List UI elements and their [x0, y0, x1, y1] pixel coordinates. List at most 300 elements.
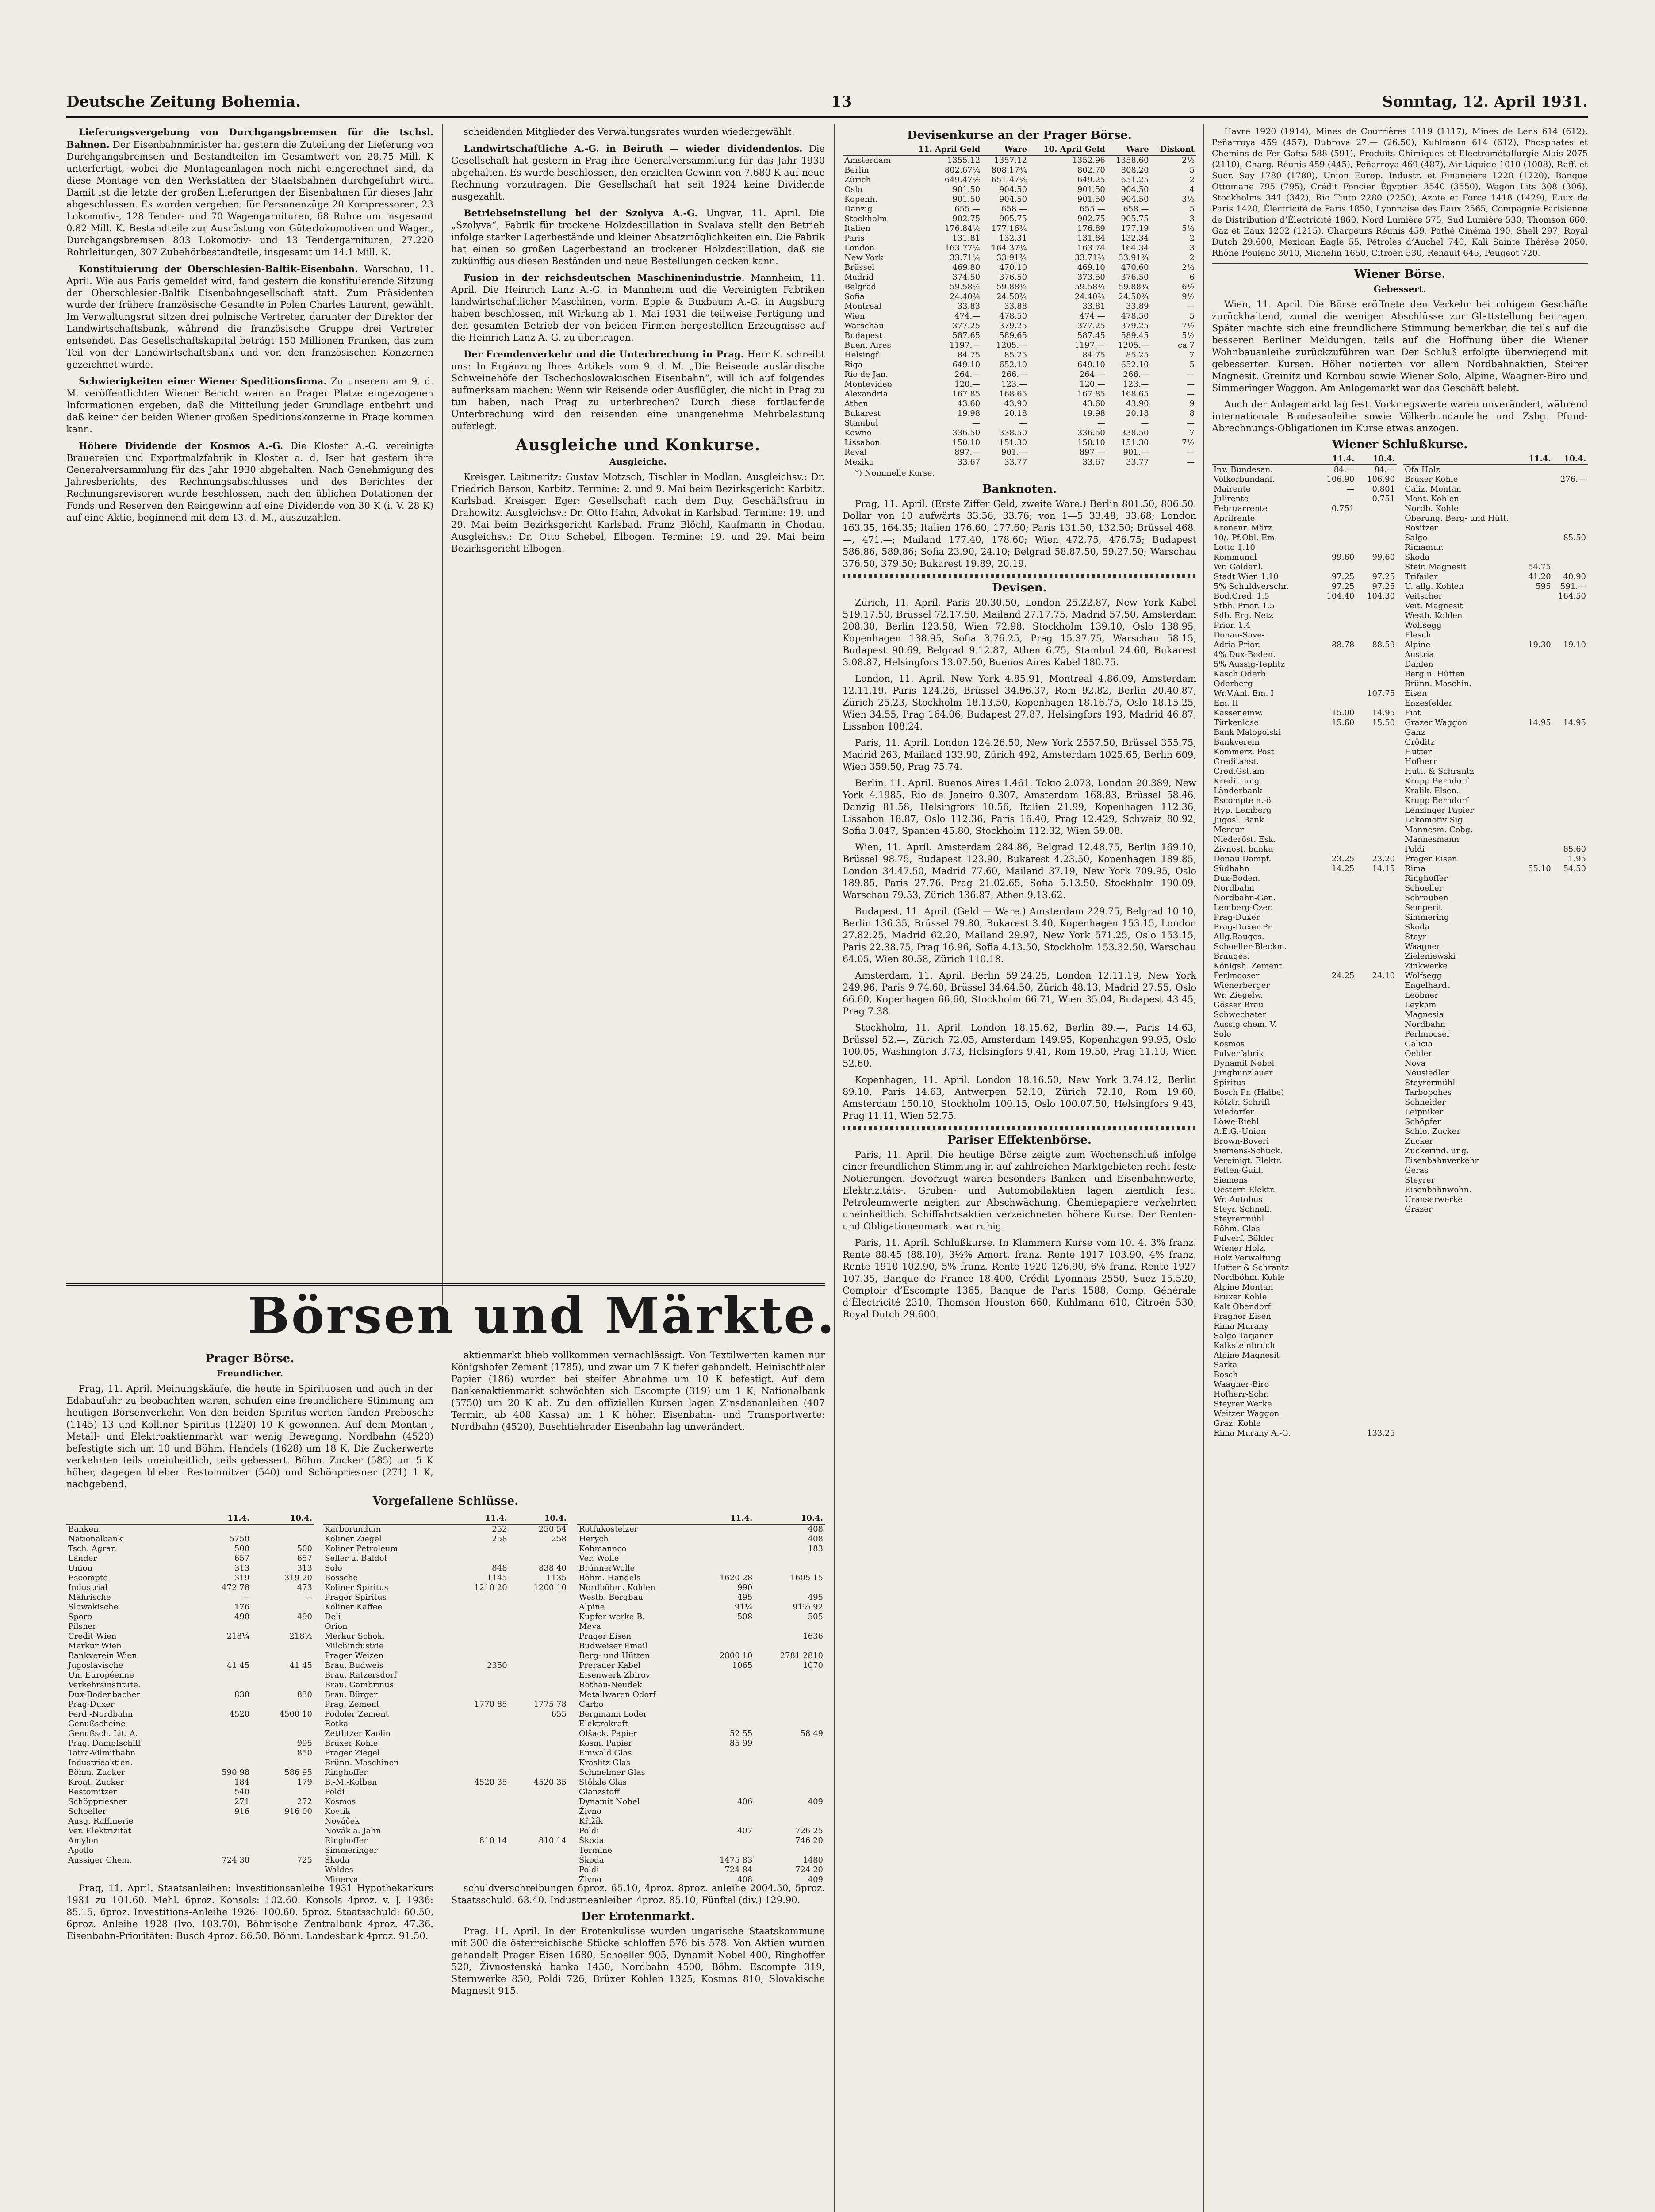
table-row	[323, 1719, 568, 1729]
table-cell: Podoler Zement	[325, 1709, 389, 1719]
table-cell: 5% Schuldverschr.	[1214, 582, 1289, 591]
table-cell: 500	[234, 1544, 250, 1553]
table-cell: 33.67	[1082, 457, 1105, 467]
table-cell	[509, 1544, 568, 1554]
table-cell: 59.88¾	[996, 282, 1027, 292]
table-row	[1212, 747, 1397, 757]
table-cell: Brau. Ratzersdorf	[325, 1671, 397, 1680]
table-cell: Křižík	[579, 1816, 603, 1826]
table-row	[323, 1554, 568, 1563]
table-row	[1212, 591, 1397, 601]
table-cell	[1316, 903, 1356, 913]
article	[451, 142, 825, 203]
table-row	[1403, 465, 1588, 475]
table-row	[1403, 611, 1588, 621]
table-cell	[1356, 1331, 1397, 1341]
table-cell: Eisen	[1405, 689, 1427, 698]
table-cell	[699, 1700, 754, 1709]
table-row	[1403, 533, 1588, 543]
table-cell: —	[1187, 302, 1195, 311]
table-cell	[754, 1816, 825, 1826]
table-cell: Wolfsegg	[1405, 621, 1442, 630]
table-row	[1212, 1283, 1397, 1292]
table-cell: Kalt Obendorf	[1214, 1302, 1271, 1311]
table-cell: Ofa Holz	[1405, 465, 1440, 474]
table-row	[66, 1739, 314, 1748]
table-row	[1212, 650, 1397, 660]
table-cell	[251, 1602, 314, 1612]
table-cell	[1316, 874, 1356, 883]
table-cell: 649.10	[1077, 360, 1105, 369]
table-cell: 377.25	[952, 321, 981, 330]
table-row	[1403, 1117, 1588, 1127]
table-cell: 14.15	[1372, 864, 1395, 873]
table-cell: Donau Dampf.	[1214, 854, 1272, 864]
table-row	[1403, 961, 1588, 971]
table-cell	[1553, 1029, 1588, 1039]
stock-table	[1212, 453, 1397, 1438]
table-row	[1403, 553, 1588, 562]
table-cell	[197, 1846, 251, 1855]
table-cell: 904.50	[999, 185, 1027, 194]
table-cell: 338.50	[1121, 428, 1149, 438]
table-cell	[1316, 952, 1356, 961]
table-cell: Pulverf. Böhler	[1214, 1234, 1275, 1243]
paris-exchange-title: Pariser Effektenbörse.	[947, 1133, 1092, 1147]
table-cell: 176.89	[1077, 224, 1105, 233]
table-row	[1403, 1010, 1588, 1020]
table-cell	[1523, 621, 1553, 630]
table-cell	[251, 1700, 314, 1709]
table-row	[1212, 883, 1397, 893]
table-cell: Kredit. ung.	[1214, 776, 1262, 786]
table-row	[1212, 1029, 1397, 1039]
table-row	[843, 282, 1196, 292]
table-row	[1212, 1098, 1397, 1107]
column-1	[66, 126, 433, 1303]
table-cell: Mont. Kohlen	[1405, 494, 1459, 503]
table-cell	[1356, 922, 1397, 932]
effects-market-title: Der Erotenmarkt.	[581, 1910, 695, 1923]
article-body: aktienmarkt blieb vollkommen vernachlässigt. Von Textilwerten kamen nur Königshofer Zement (1785), und zwar um 7 K tiefer gehandelt. Heinischthaler Papier (186) wurden bei steifer Abnahme um 10 K befestigt. Auf dem Bankenaktienmarkt schwächten sich Escompte (319) um 1 K, Nationalbank (5750) um 20 K ab. Zu den offiziellen Kursen lagen Zinsdenanleihen (407 Termin, ab 408 Kassa) um 1 K höher. Eisenbahn- und Transportwerte: Nordbahn (4520), Buschtiehrader Eisenbahn lag unverändert.	[451, 1350, 825, 1432]
table-cell	[1316, 1331, 1356, 1341]
table-cell	[449, 1622, 509, 1632]
table-cell: Brünn. Maschin.	[1405, 679, 1472, 688]
table-cell	[449, 1612, 509, 1622]
table-cell: 1355.12	[947, 156, 981, 165]
table-cell: Lokomotiv Sig.	[1405, 815, 1465, 825]
table-cell: Aprilrente	[1214, 514, 1255, 523]
table-cell	[754, 1554, 825, 1563]
closed-trades-table-2	[323, 1513, 568, 1884]
table-cell: Grazer Waggon	[1405, 718, 1467, 727]
table-cell	[1553, 991, 1588, 1000]
table-row	[1212, 932, 1397, 942]
table-cell: 85.60	[1563, 845, 1586, 854]
table-cell	[1356, 1214, 1397, 1224]
table-row	[1403, 669, 1588, 679]
table-row	[577, 1690, 825, 1700]
table-cell: 163.74	[1077, 243, 1105, 253]
prague-exchange-text	[66, 1349, 433, 1490]
table-cell: 1475 83	[719, 1855, 753, 1865]
table-cell: Ver. Elektrizität	[68, 1826, 131, 1836]
table-cell	[699, 1534, 754, 1544]
table-cell	[1523, 1049, 1553, 1059]
table-cell: Industrial	[68, 1583, 108, 1592]
table-cell: Graz. Kohle	[1214, 1419, 1261, 1428]
table-cell: Zuckerind. ung.	[1405, 1146, 1469, 1156]
table-cell: 590 98	[222, 1768, 250, 1777]
table-cell: Steyrermühl	[1214, 1214, 1264, 1224]
table-cell: Nova	[1405, 1059, 1426, 1068]
table-cell	[1316, 747, 1356, 757]
table-cell	[1523, 815, 1553, 825]
table-cell: Riga	[844, 360, 863, 369]
table-cell: Wr.V.Anl. Em. I	[1214, 689, 1274, 698]
header-rule	[66, 116, 1588, 118]
table-cell: Elektrokraft	[579, 1719, 628, 1728]
table-cell	[1356, 1127, 1397, 1137]
table-cell: 658.—	[1123, 204, 1149, 214]
table-cell	[1356, 533, 1397, 543]
table-row	[1212, 1117, 1397, 1127]
table-cell	[1523, 504, 1553, 514]
table-cell: Em. II	[1214, 699, 1238, 708]
table-cell: Lenzinger Papier	[1405, 806, 1474, 815]
table-cell: 5½	[1182, 224, 1195, 233]
table-row	[1212, 1399, 1397, 1409]
table-cell: Prager Eisen	[579, 1632, 632, 1641]
table-cell: 850	[297, 1748, 312, 1758]
table-cell	[1316, 1195, 1356, 1205]
table-row	[1403, 494, 1588, 504]
table-cell	[1523, 484, 1553, 494]
table-cell: Herych	[579, 1534, 609, 1544]
table-cell	[251, 1671, 314, 1680]
table-cell	[1316, 991, 1356, 1000]
table-row	[1212, 611, 1397, 621]
table-cell	[1316, 1429, 1356, 1438]
effects-market-block	[451, 1882, 825, 2028]
table-cell	[509, 1787, 568, 1797]
table-row	[1212, 1020, 1397, 1029]
table-cell	[449, 1787, 509, 1797]
stock-table	[66, 1513, 314, 1865]
table-cell: 1200 10	[533, 1583, 567, 1592]
devisen-entry: Kopenhagen, 11. April. London 18.16.50, New York 3.74.12, Berlin 89.10, Paris 14.63, Antwerpen 52.10, Zürich 72.10, Rom 19.60, Amsterdam 150.10, Stockholm 100.15, Oslo 100.07.50, Helsingfors 9.43, Prag 11.11, Wien 52.75.	[843, 1075, 1196, 1121]
table-cell: Steyr	[1405, 932, 1426, 941]
table-row	[577, 1807, 825, 1816]
table-cell: Kowno	[844, 428, 872, 438]
table-cell: 14.95	[1563, 718, 1586, 727]
table-cell: 1.95	[1568, 854, 1586, 864]
table-cell: 319 20	[284, 1573, 312, 1582]
table-cell: 33.71¼	[950, 253, 981, 262]
table-cell: 470.60	[1121, 263, 1149, 272]
article-body: Prag, 11. April. Staatsanleihen: Investitionsanleihe 1931 Hypothekarkurs 1931 zu 101.60. Mehl. 6proz. Konsols: 102.60. Konsols 4proz. v. J. 1936: 85.15, 6proz. Investitions-Anleihe 1926: 100.60. 5proz. Staatsschuld: 60.50, 6proz. Anleihe 1928 (Ivo. 103.70), Böhmische Zentralbank 4proz. 47.36. Eisenbahn-Prioritäten: Busch 4proz. 86.50, Böhm. Landesbank 4proz. 91.50.	[66, 1883, 433, 1941]
table-cell	[509, 1729, 568, 1739]
table-cell	[1316, 1146, 1356, 1156]
table-cell: Berg u. Hütten	[1405, 669, 1465, 679]
table-cell	[1356, 952, 1397, 961]
table-cell: 5½	[1182, 331, 1195, 340]
table-cell	[1316, 1244, 1356, 1253]
table-cell	[754, 1719, 825, 1729]
table-cell	[1356, 767, 1397, 776]
table-cell	[1356, 1156, 1397, 1166]
table-row	[577, 1563, 825, 1573]
table-row	[1212, 582, 1397, 591]
table-cell	[1553, 484, 1588, 494]
table-cell: U. allg. Kohlen	[1405, 582, 1464, 591]
table-cell	[1356, 523, 1397, 533]
table-cell: 131.84	[1077, 234, 1105, 243]
table-row	[577, 1602, 825, 1612]
table-row	[1212, 630, 1397, 640]
table-row	[323, 1807, 568, 1816]
table-cell: 33.67	[957, 457, 981, 467]
table-row	[66, 1680, 314, 1690]
table-cell: Eisenbahnverkehr	[1405, 1156, 1479, 1165]
table-cell	[1523, 981, 1553, 991]
table-cell	[449, 1632, 509, 1641]
table-cell: 1352.96	[1072, 156, 1105, 165]
table-cell: 33.77	[1004, 457, 1027, 467]
table-cell	[1523, 1059, 1553, 1068]
table-cell: 43.90	[1126, 399, 1149, 408]
vienna-table-left	[1212, 453, 1397, 1438]
table-cell	[1553, 796, 1588, 806]
table-cell: Solo	[325, 1563, 342, 1573]
table-cell	[1356, 728, 1397, 737]
table-cell: 14.95	[1372, 708, 1395, 718]
table-cell: Sdb. Erg. Netz	[1214, 611, 1273, 620]
stock-table	[1403, 453, 1588, 1214]
table-row	[1403, 991, 1588, 1000]
table-cell: Hofherr-Schr.	[1214, 1390, 1269, 1399]
table-cell	[1553, 913, 1588, 922]
table-cell: 10/. Pf.Obl. Em.	[1214, 533, 1277, 542]
table-cell	[1523, 747, 1553, 757]
table-cell: 40.90	[1563, 572, 1586, 581]
table-cell: 24.25	[1331, 971, 1355, 980]
table-row	[577, 1748, 825, 1758]
table-row	[66, 1797, 314, 1807]
table-cell	[1356, 650, 1397, 660]
table-cell: 167.85	[1077, 389, 1105, 399]
table-cell: Schöppriesner	[68, 1797, 127, 1806]
table-cell: Tarbopohes	[1405, 1088, 1452, 1097]
table-cell: 55.10	[1528, 864, 1551, 873]
table-row	[66, 1778, 314, 1787]
table-cell	[1316, 1234, 1356, 1244]
table-cell: 24.50¾	[1118, 292, 1149, 301]
table-cell: Adria-Prior.	[1214, 640, 1260, 649]
table-cell: Fiat	[1405, 708, 1421, 718]
table-row	[1212, 1078, 1397, 1088]
table-row	[1403, 1175, 1588, 1185]
table-row	[1212, 562, 1397, 572]
table-cell: Gröditz	[1405, 737, 1435, 747]
table-cell: Italien	[844, 224, 870, 233]
table-cell: Inv. Bundesan.	[1214, 465, 1273, 474]
table-cell: 406	[737, 1797, 753, 1806]
table-row	[1212, 640, 1397, 650]
table-cell: 338.50	[999, 428, 1027, 438]
table-cell: Galiz. Montan	[1405, 484, 1461, 494]
table-cell: Perlmooser	[1214, 971, 1260, 980]
table-cell: Škoda	[579, 1836, 604, 1845]
table-row	[1212, 708, 1397, 718]
table-cell: Seller u. Baldot	[325, 1554, 387, 1563]
table-cell	[699, 1554, 754, 1563]
table-cell	[1553, 1156, 1588, 1166]
table-cell: Schoeller	[68, 1807, 107, 1816]
table-cell	[1523, 796, 1553, 806]
table-cell	[1316, 699, 1356, 708]
table-cell: 85.25	[1004, 350, 1027, 360]
table-cell: Kosmos	[325, 1797, 356, 1806]
table-cell	[1553, 728, 1588, 737]
table-cell	[251, 1641, 314, 1651]
table-cell: 3½	[1182, 195, 1195, 204]
table-cell: —	[1187, 457, 1195, 467]
table-row	[1212, 1185, 1397, 1195]
table-cell	[1316, 1156, 1356, 1166]
table-row	[577, 1846, 825, 1855]
table-row	[1212, 1195, 1397, 1205]
table-cell: 655.—	[954, 204, 981, 214]
table-cell	[1316, 1302, 1356, 1312]
table-cell	[1553, 1195, 1588, 1205]
table-row	[1212, 767, 1397, 776]
table-cell: Apollo	[68, 1846, 94, 1855]
table-cell: Siemens	[1214, 1175, 1248, 1185]
table-cell: Poldi	[1405, 845, 1425, 854]
table-row	[1212, 1409, 1397, 1419]
table-cell	[197, 1836, 251, 1846]
table-cell	[1356, 747, 1397, 757]
table-row	[1212, 1321, 1397, 1331]
table-cell: Stbh. Prior. 1.5	[1214, 601, 1275, 611]
table-cell: Salgo	[1405, 533, 1428, 542]
table-cell: Engelhardt	[1405, 981, 1450, 990]
table-row	[66, 1593, 314, 1602]
table-cell	[1523, 679, 1553, 689]
table-cell: Brau. Gambrinus	[325, 1680, 394, 1690]
table-row	[1403, 1205, 1588, 1214]
table-cell	[1316, 523, 1356, 533]
column-header: Diskont	[1151, 144, 1196, 155]
table-row	[1212, 504, 1397, 514]
table-cell	[1316, 786, 1356, 796]
table-row	[323, 1797, 568, 1807]
table-row	[843, 195, 1196, 204]
table-cell: Koliner Petroleum	[325, 1544, 398, 1553]
table-cell	[1356, 874, 1397, 883]
table-cell: Steyr. Schnell.	[1214, 1205, 1272, 1214]
table-cell	[699, 1524, 754, 1534]
table-cell: 905.75	[1121, 214, 1149, 223]
table-row	[577, 1787, 825, 1797]
table-cell: 264.—	[954, 370, 981, 379]
table-cell	[1316, 825, 1356, 835]
table-cell: 54.50	[1563, 864, 1586, 873]
table-cell	[1356, 806, 1397, 815]
masthead-title: Deutsche Zeitung Bohemia.	[66, 93, 301, 111]
paris-rates-continued: Havre 1920 (1914), Mines de Courrières 1119 (1117), Mines de Lens 614 (612), Peñarroya 459 (457), Dubrova 27.— (26.50), Kuhlmann 614 (612), Phosphates et Chemins de Fer Gafsa 588 (591), Produits Chimiques et Electrométallurgie Alais 2075 (2110), Charg. Réunis 459 (445), Peñarroya 469 (487), Air Liquide 1010 (1008), Raff. et Sucr. Say 1780 (1780), Union Europ. Industr. et Financière 1220 (1220), Banque Ottomane 795 (795), Crédit Foncier Égyptien 3540 (3550), Wagon Lits 308 (306), Stockholms 341 (342), Rio Tinto 2280 (2250), Azote et Force 1418 (1429), Eaux de Paris 1420, Électricité de Paris 1850, Lyonnaise des Eaux 2565, Compagnie Parisienne de Distribution d’Électricité 1860, Nord Lumière 575, Sud Lumière 530, Thomson 660, Gaz et Eaux 1202 (1215), Chargeurs Réunis 459, Pathé Cinéma 190, Shell 297, Royal Dutch 29.600, Mexican Eagle 55, Pétroles d’Auchel 740, Kali Sainte Thérèse 2050, Rhône Poulenc 3010, Michelin 1650, Citroën 530, Renault 645, Peugeot 720.	[1212, 127, 1588, 258]
closed-trades-title: Vorgefallene Schlüsse.	[372, 1494, 519, 1508]
table-cell	[1316, 1273, 1356, 1283]
table-cell	[1553, 942, 1588, 952]
table-cell	[1553, 922, 1588, 932]
table-row	[1403, 757, 1588, 767]
table-cell: 810 14	[479, 1836, 507, 1845]
table-cell	[1553, 1098, 1588, 1107]
table-cell: Merkur Schok.	[325, 1632, 385, 1641]
table-cell	[449, 1671, 509, 1680]
table-cell: 808.20	[1121, 165, 1149, 175]
table-cell: 106.90	[1367, 475, 1395, 484]
table-row	[1403, 1078, 1588, 1088]
table-row	[1212, 1205, 1397, 1214]
table-cell	[1553, 883, 1588, 893]
table-row	[1403, 1088, 1588, 1098]
table-cell: Schlo. Zucker	[1405, 1127, 1461, 1136]
table-cell: 724 84	[724, 1865, 753, 1874]
table-cell: 1197.—	[949, 341, 981, 350]
table-cell	[699, 1671, 754, 1680]
table-cell: 726 25	[795, 1826, 823, 1836]
table-cell: Alpine Magnesit	[1214, 1351, 1280, 1360]
table-cell	[1523, 728, 1553, 737]
table-cell: Brüxer Kohle	[325, 1739, 378, 1748]
table-cell	[1356, 1078, 1397, 1088]
table-cell: —	[1346, 494, 1355, 503]
table-cell: Prager Spiritus	[325, 1593, 387, 1602]
table-cell	[1316, 796, 1356, 806]
table-cell	[1553, 952, 1588, 961]
table-cell: 5	[1189, 311, 1195, 321]
table-cell: 1205.—	[996, 341, 1027, 350]
table-cell: Ringhoffer	[325, 1836, 368, 1845]
table-row	[1403, 1000, 1588, 1010]
table-cell: Kupfer-werke B.	[579, 1612, 645, 1621]
table-cell: 2781 2810	[780, 1651, 823, 1660]
table-cell	[1356, 543, 1397, 553]
table-cell: Rotka	[325, 1719, 349, 1728]
table-cell	[509, 1865, 568, 1875]
table-cell: 1070	[803, 1661, 823, 1670]
table-cell: 379.25	[999, 321, 1027, 330]
table-cell: Holz Verwaltung	[1214, 1253, 1281, 1263]
table-cell: Merkur Wien	[68, 1641, 122, 1651]
table-cell: Wienerberger	[1214, 981, 1270, 990]
table-cell: Waagner	[1405, 942, 1440, 951]
table-cell: 167.85	[952, 389, 981, 399]
table-cell	[509, 1758, 568, 1768]
table-cell: 131.81	[952, 234, 981, 243]
table-cell	[1553, 961, 1588, 971]
table-cell: Enzesfelder	[1405, 699, 1452, 708]
table-cell: Veitscher	[1405, 591, 1443, 601]
table-cell	[449, 1826, 509, 1836]
table-cell	[1523, 893, 1553, 903]
table-row	[1403, 815, 1588, 825]
table-cell: New York	[844, 253, 884, 262]
table-cell: 469.10	[1077, 263, 1105, 272]
